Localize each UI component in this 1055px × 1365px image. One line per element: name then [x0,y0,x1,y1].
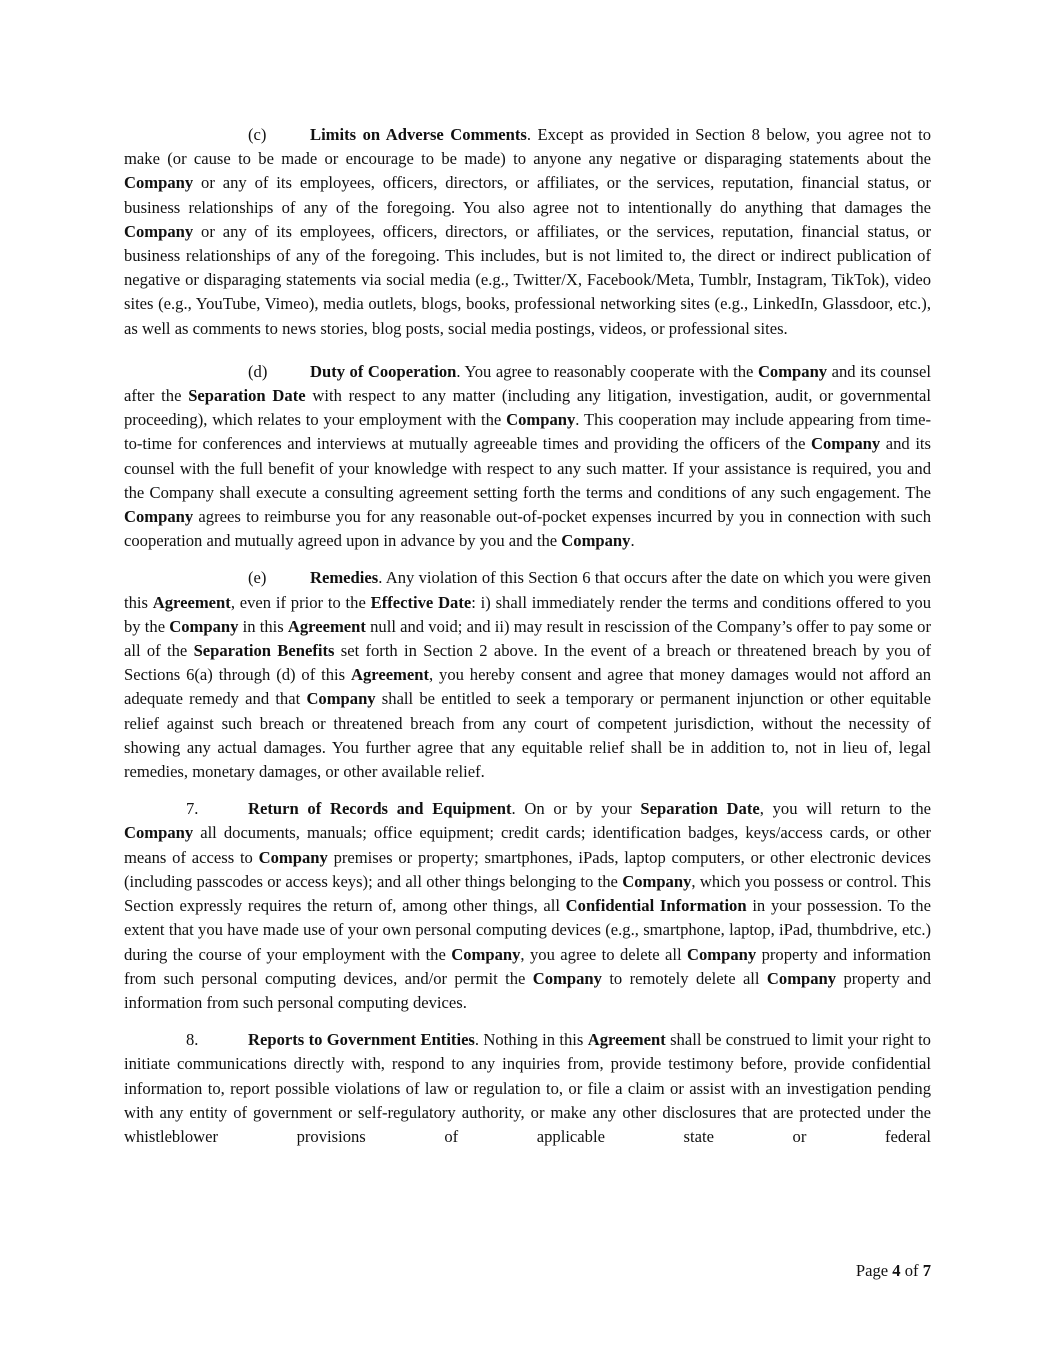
section-6e-label: (e) [248,568,267,588]
section-7-paragraph: 7. Return of Records and Equipment. On or by your Separation Date, you will return to the Company all documents, manuals; office equipment; credit cards; identification badges, keys/access cards, or other means of access to Company premises or property; smartphones, iPads, laptop computers, or other electronic devices (including passcodes or access keys); and all other things belonging to the Company, which you possess or control. This Section expressly requires the return of, among other things, all Confidential Information in your possession. To the extent that you have made use of your own personal computing devices (e.g., smartphone, laptop, iPad, thumbdrive, etc.) during the course of your employment with the Company, you agree to delete all Company property and information from such personal computing devices, and/or permit the Company to remotely delete all Company property and information from such personal computing devices. [124,799,932,1012]
section-8-paragraph: 8. Reports to Government Entities. Nothing in this Agreement shall be construed to limit your right to initiate communications directly with, respond to any inquiries from, provide testimony before, provide confidential information to, report possible violations of law or regulation to, or file a claim or assist with an investigation pending with any entity of government or self-regulatory authority, or make any other disclosures that are protected under the whistleblower provisions of applicable state or federal [124,1030,931,1146]
section-6e-paragraph: (e) Remedies. Any violation of this Section 6 that occurs after the date on which you were given this Agreement, even if prior to the Effective Date: i) shall immediately render the terms and conditions offered to you by the Company in this Agreement null and void; and ii) may result in rescission of the Company’s offer to pay some or all of the Separation Benefits set forth in Section 2 above. In the event of a breach or threatened breach by you of Sections 6(a) through (d) of this Agreement, you hereby consent and agree that money damages would not afford an adequate remedy and that Company shall be entitled to seek a temporary or permanent injunction or other equitable relief against such breach or threatened breach from any court of competent jurisdiction, without the necessity of showing any actual damages. You further agree that any equitable relief shall be in addition to, not in lieu of, legal remedies, monetary damages, or other available relief. [124,568,932,782]
section-6d-paragraph: (d) Duty of Cooperation. You agree to reasonably cooperate with the Company and its counsel after the Separation Date with respect to any matter (including any litigation, investigation, audit, or governmental proceeding), which relates to your employment with the Company. This cooperation may include appearing from time-to-time for conferences and interviews at mutually agreeable times and providing the officers of the Company and its counsel with the full benefit of your knowledge with respect to any such matter. If your assistance is required, you and the Company shall execute a consulting agreement setting forth the terms and conditions of any such engagement. The Company agrees to reimburse you for any reasonable out-of-pocket expenses incurred by you in connection with such cooperation and mutually agreed upon in advance by you and the Company. [124,361,931,551]
section-6c-paragraph: (c) Limits on Adverse Comments. Except as provided in Section 8 below, you agree not to make (or cause to be made or encourage to be made) to anyone any negative or disparaging statements about the Company or any of its employees, officers, directors, or affiliates, or the services, reputation, financial status, or business relationships of any of the foregoing. You also agree not to intentionally do anything that damages the Company or any of its employees, officers, directors, or affiliates, or the services, reputation, financial status, or business relationships of any of the foregoing. This includes, but is not limited to, the direct or indirect publication of negative or disparaging statements via social media (e.g., Twitter/X, Facebook/Meta, Tumblr, Instagram, TikTok), video sites (e.g., YouTube, Vimeo), media outlets, blogs, books, professional networking sites (e.g., LinkedIn, Glassdoor, etc.), as well as comments to news stories, blog posts, social media postings, videos, or professional sites. [124,125,931,338]
section-6c-label: (c) [248,125,267,144]
current-page-number: 4 [892,1261,901,1280]
document-body [124,123,931,1149]
section-7-heading: Return of Records and Equipment [248,799,512,819]
section-6d-label: (d) [248,361,268,381]
section-7-label: 7. [186,799,199,819]
section-6e-heading: Remedies [310,568,379,588]
section-8-heading: Reports to Government Entities [248,1030,475,1050]
total-page-count: 7 [922,1261,931,1280]
section-8-label: 8. [186,1030,199,1050]
section-6d-heading: Duty of Cooperation [310,361,457,381]
section-6c-heading: Limits on Adverse Comments [310,125,527,144]
page-number-footer: Page 4 of 7 [855,1261,931,1280]
